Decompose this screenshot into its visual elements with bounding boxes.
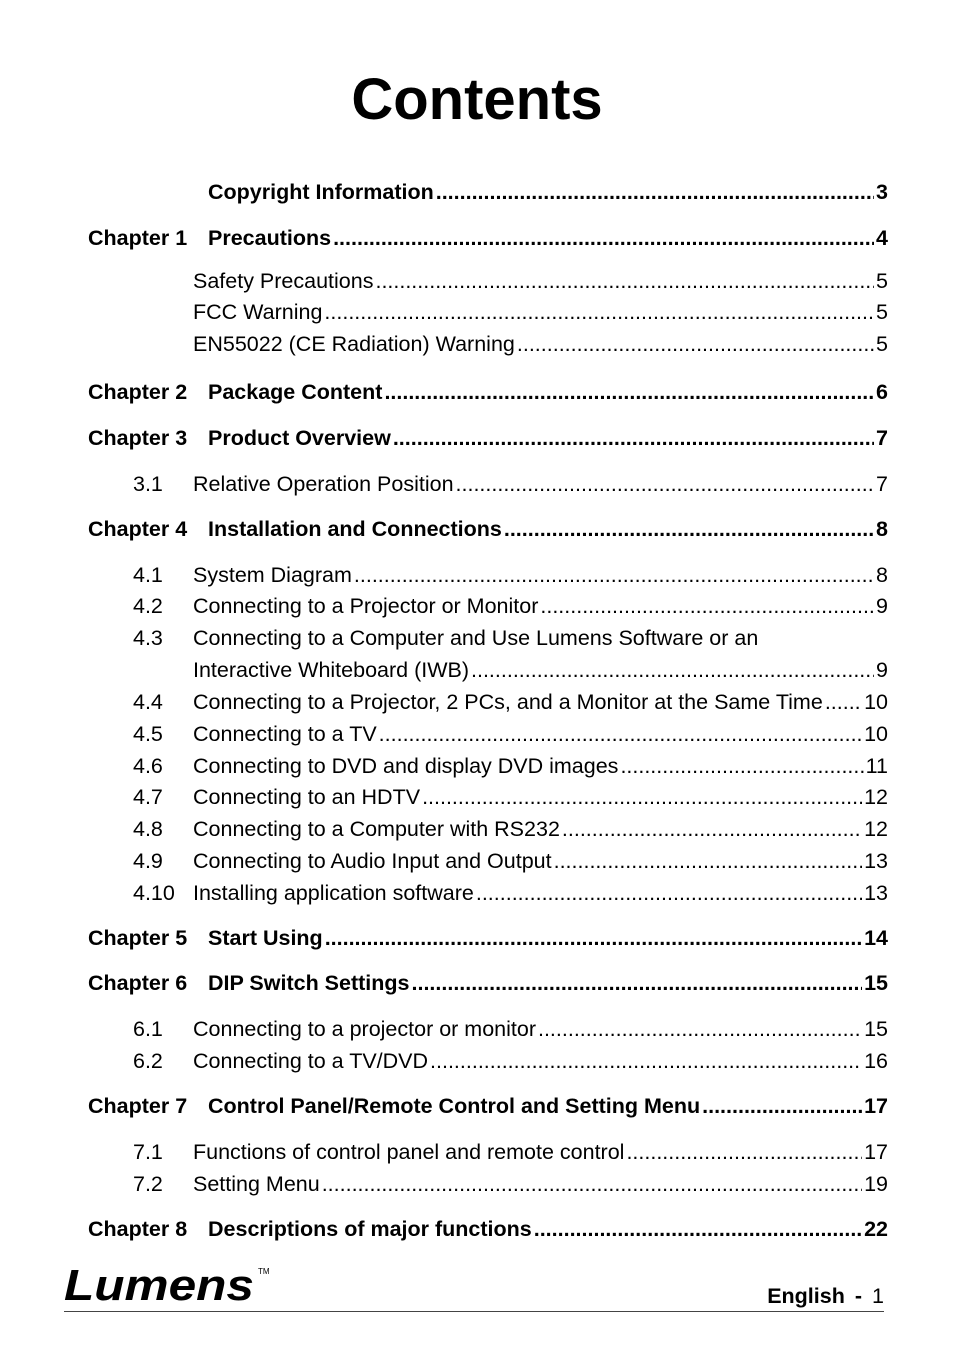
toc-dot-leader [626, 1137, 862, 1167]
toc-page-number: 3 [876, 180, 888, 204]
toc-chapter-entry[interactable] [88, 923, 888, 953]
toc-section-entry[interactable] [133, 623, 888, 653]
toc-section-entry[interactable] [133, 719, 888, 749]
toc-entry-title: Relative Operation Position [193, 472, 454, 496]
toc-entry-number: 4.4 [133, 690, 163, 714]
toc-dot-leader [476, 878, 862, 908]
toc-entry-title: Connecting to DVD and display DVD images [193, 754, 619, 778]
toc-chapter-entry[interactable] [88, 1091, 888, 1121]
toc-entry-number: 4.5 [133, 722, 163, 746]
toc-page-number: 5 [876, 269, 888, 293]
toc-dot-leader [436, 177, 874, 207]
toc-entry-title: Connecting to a Computer with RS232 [193, 817, 560, 841]
footer-language: English [767, 1284, 845, 1308]
toc-entry-title: Safety Precautions [193, 269, 374, 293]
toc-chapter-entry[interactable] [88, 223, 888, 253]
page-footer [767, 1281, 884, 1311]
toc-section-entry[interactable] [133, 1169, 888, 1199]
toc-dot-leader [412, 968, 863, 998]
toc-entry-title: Installing application software [193, 881, 474, 905]
toc-entry-number: Chapter 2 [88, 380, 188, 404]
toc-page-number: 22 [864, 1217, 888, 1241]
toc-entry-number: 6.2 [133, 1049, 163, 1073]
toc-dot-leader [384, 377, 874, 407]
toc-dot-leader [702, 1091, 862, 1121]
toc-entry-number: 4.6 [133, 754, 163, 778]
toc-chapter-entry[interactable] [88, 423, 888, 453]
toc-page-number: 6 [876, 380, 888, 404]
toc-dot-leader [504, 514, 874, 544]
toc-page-number: 15 [864, 971, 888, 995]
toc-entry-title: FCC Warning [193, 300, 323, 324]
toc-entry-title: Start Using [208, 926, 323, 950]
toc-entry-title: System Diagram [193, 563, 352, 587]
toc-entry-number: Chapter 8 [88, 1217, 188, 1241]
toc-entry-title: Connecting to a Projector or Monitor [193, 594, 539, 618]
toc-section-entry[interactable] [133, 751, 888, 781]
toc-section-entry[interactable] [133, 266, 888, 296]
lumens-logo-text: Lumens [64, 1262, 255, 1310]
toc-dot-leader [456, 469, 875, 499]
toc-entry-title: Precautions [208, 226, 332, 250]
lumens-logo [62, 1262, 274, 1310]
toc-entry-title-continuation: Interactive Whiteboard (IWB) [193, 658, 470, 682]
toc-dot-leader [620, 751, 863, 781]
toc-section-entry[interactable] [133, 591, 888, 621]
toc-page-number: 17 [864, 1140, 888, 1164]
toc-dot-leader [333, 223, 874, 253]
toc-entry-number: 4.1 [133, 563, 163, 587]
toc-entry-title: Connecting to a projector or monitor [193, 1017, 536, 1041]
toc-section-entry-continuation[interactable] [133, 655, 888, 685]
toc-section-entry[interactable] [133, 469, 888, 499]
toc-dot-leader [324, 297, 874, 327]
toc-dot-leader [322, 1169, 862, 1199]
toc-page-number: 13 [864, 881, 888, 905]
toc-page-number: 11 [865, 754, 888, 778]
toc-dot-leader [325, 923, 862, 953]
toc-entry-title: DIP Switch Settings [208, 971, 410, 995]
toc-page-number: 9 [876, 594, 888, 618]
toc-section-entry[interactable] [133, 782, 888, 812]
toc-dot-leader [540, 591, 874, 621]
toc-entry-number: Chapter 4 [88, 517, 188, 541]
toc-entry-title: Connecting to a TV [193, 722, 377, 746]
toc-section-entry[interactable] [133, 560, 888, 590]
toc-entry-number: Chapter 1 [88, 226, 188, 250]
toc-entry-title: EN55022 (CE Radiation) Warning [193, 332, 515, 356]
toc-entry-number: 4.2 [133, 594, 163, 618]
toc-entry-number: Chapter 3 [88, 426, 188, 450]
toc-entry-title: Connecting to a TV/DVD [193, 1049, 429, 1073]
toc-entry-number: 7.1 [133, 1140, 163, 1164]
toc-dot-leader [534, 1214, 862, 1244]
toc-page-number: 5 [876, 332, 888, 356]
toc-dot-leader [471, 655, 874, 685]
toc-page-number: 7 [876, 472, 888, 496]
toc-entry-title: Descriptions of major functions [208, 1217, 532, 1241]
toc-page-number: 8 [876, 563, 888, 587]
toc-entry-number: Chapter 5 [88, 926, 188, 950]
toc-entry-number: 6.1 [133, 1017, 163, 1041]
toc-section-entry[interactable] [133, 878, 888, 908]
footer-separator: - [854, 1284, 863, 1308]
toc-dot-leader [354, 560, 874, 590]
toc-entry-title: Connecting to an HDTV [193, 785, 421, 809]
toc-entry-number: 4.3 [133, 626, 163, 650]
toc-page-number: 9 [876, 658, 888, 682]
toc-entry-number: Chapter 6 [88, 971, 188, 995]
toc-dot-leader [393, 423, 874, 453]
toc-page-number: 4 [876, 226, 888, 250]
toc-section-entry[interactable] [133, 1137, 888, 1167]
toc-page-number: 17 [864, 1094, 888, 1118]
toc-entry-title: Copyright Information [208, 180, 434, 204]
toc-entry-number: 4.10 [133, 881, 175, 905]
toc-dot-leader [422, 782, 862, 812]
toc-dot-leader [430, 1046, 862, 1076]
toc-page-number: 10 [864, 690, 888, 714]
toc-page-number: 16 [864, 1049, 888, 1073]
toc-section-entry[interactable] [133, 814, 888, 844]
toc-page-number: 12 [864, 817, 888, 841]
toc-page-number: 10 [864, 722, 888, 746]
toc-entry-title: Setting Menu [193, 1172, 320, 1196]
toc-page-number: 14 [864, 926, 888, 950]
toc-page-number: 19 [864, 1172, 888, 1196]
toc-page-number: 12 [864, 785, 888, 809]
toc-section-entry[interactable] [133, 846, 888, 876]
toc-entry-number: 4.9 [133, 849, 163, 873]
toc-entry-title: Connecting to a Computer and Use Lumens Software or an [193, 626, 759, 650]
toc-dot-leader [554, 846, 862, 876]
toc-section-entry[interactable] [133, 329, 888, 359]
footer-divider [64, 1311, 884, 1312]
toc-dot-leader [825, 687, 862, 717]
toc-page-number: 15 [864, 1017, 888, 1041]
toc-chapter-entry[interactable] [88, 1214, 888, 1244]
toc-page-number: 13 [864, 849, 888, 873]
toc-chapter-entry[interactable] [88, 377, 888, 407]
toc-entry-title: Functions of control panel and remote control [193, 1140, 625, 1164]
toc-page-number: 5 [876, 300, 888, 324]
toc-dot-leader [517, 329, 874, 359]
toc-page-number: 7 [876, 426, 888, 450]
toc-entry-title: Installation and Connections [208, 517, 502, 541]
trademark-mark: TM [258, 1267, 270, 1276]
toc-dot-leader [379, 719, 862, 749]
toc-section-entry[interactable] [133, 1014, 888, 1044]
toc-section-entry[interactable] [133, 687, 888, 717]
toc-entry-title: Product Overview [208, 426, 391, 450]
toc-dot-leader [562, 814, 862, 844]
toc-page-number: 8 [876, 517, 888, 541]
toc-dot-leader [538, 1014, 862, 1044]
toc-entry-number: 7.2 [133, 1172, 163, 1196]
toc-section-entry[interactable] [133, 297, 888, 327]
toc-entry-title: Control Panel/Remote Control and Setting Menu [208, 1094, 701, 1118]
toc-entry-title: Package Content [208, 380, 383, 404]
page-title: Contents [351, 67, 603, 132]
toc-chapter-entry[interactable] [88, 514, 888, 544]
toc-chapter-entry[interactable] [88, 968, 888, 998]
toc-dot-leader [375, 266, 874, 296]
footer-page-number: 1 [872, 1284, 884, 1308]
toc-entry-number: 4.7 [133, 785, 163, 809]
toc-entry-number: Chapter 7 [88, 1094, 188, 1118]
toc-entry-title: Connecting to a Projector, 2 PCs, and a Monitor at the Same Time [193, 690, 823, 714]
toc-entry-title: Connecting to Audio Input and Output [193, 849, 552, 873]
toc-entry-number: 4.8 [133, 817, 163, 841]
toc-entry-number: 3.1 [133, 472, 163, 496]
toc-section-entry[interactable] [133, 1046, 888, 1076]
toc-chapter-entry[interactable] [88, 177, 888, 207]
